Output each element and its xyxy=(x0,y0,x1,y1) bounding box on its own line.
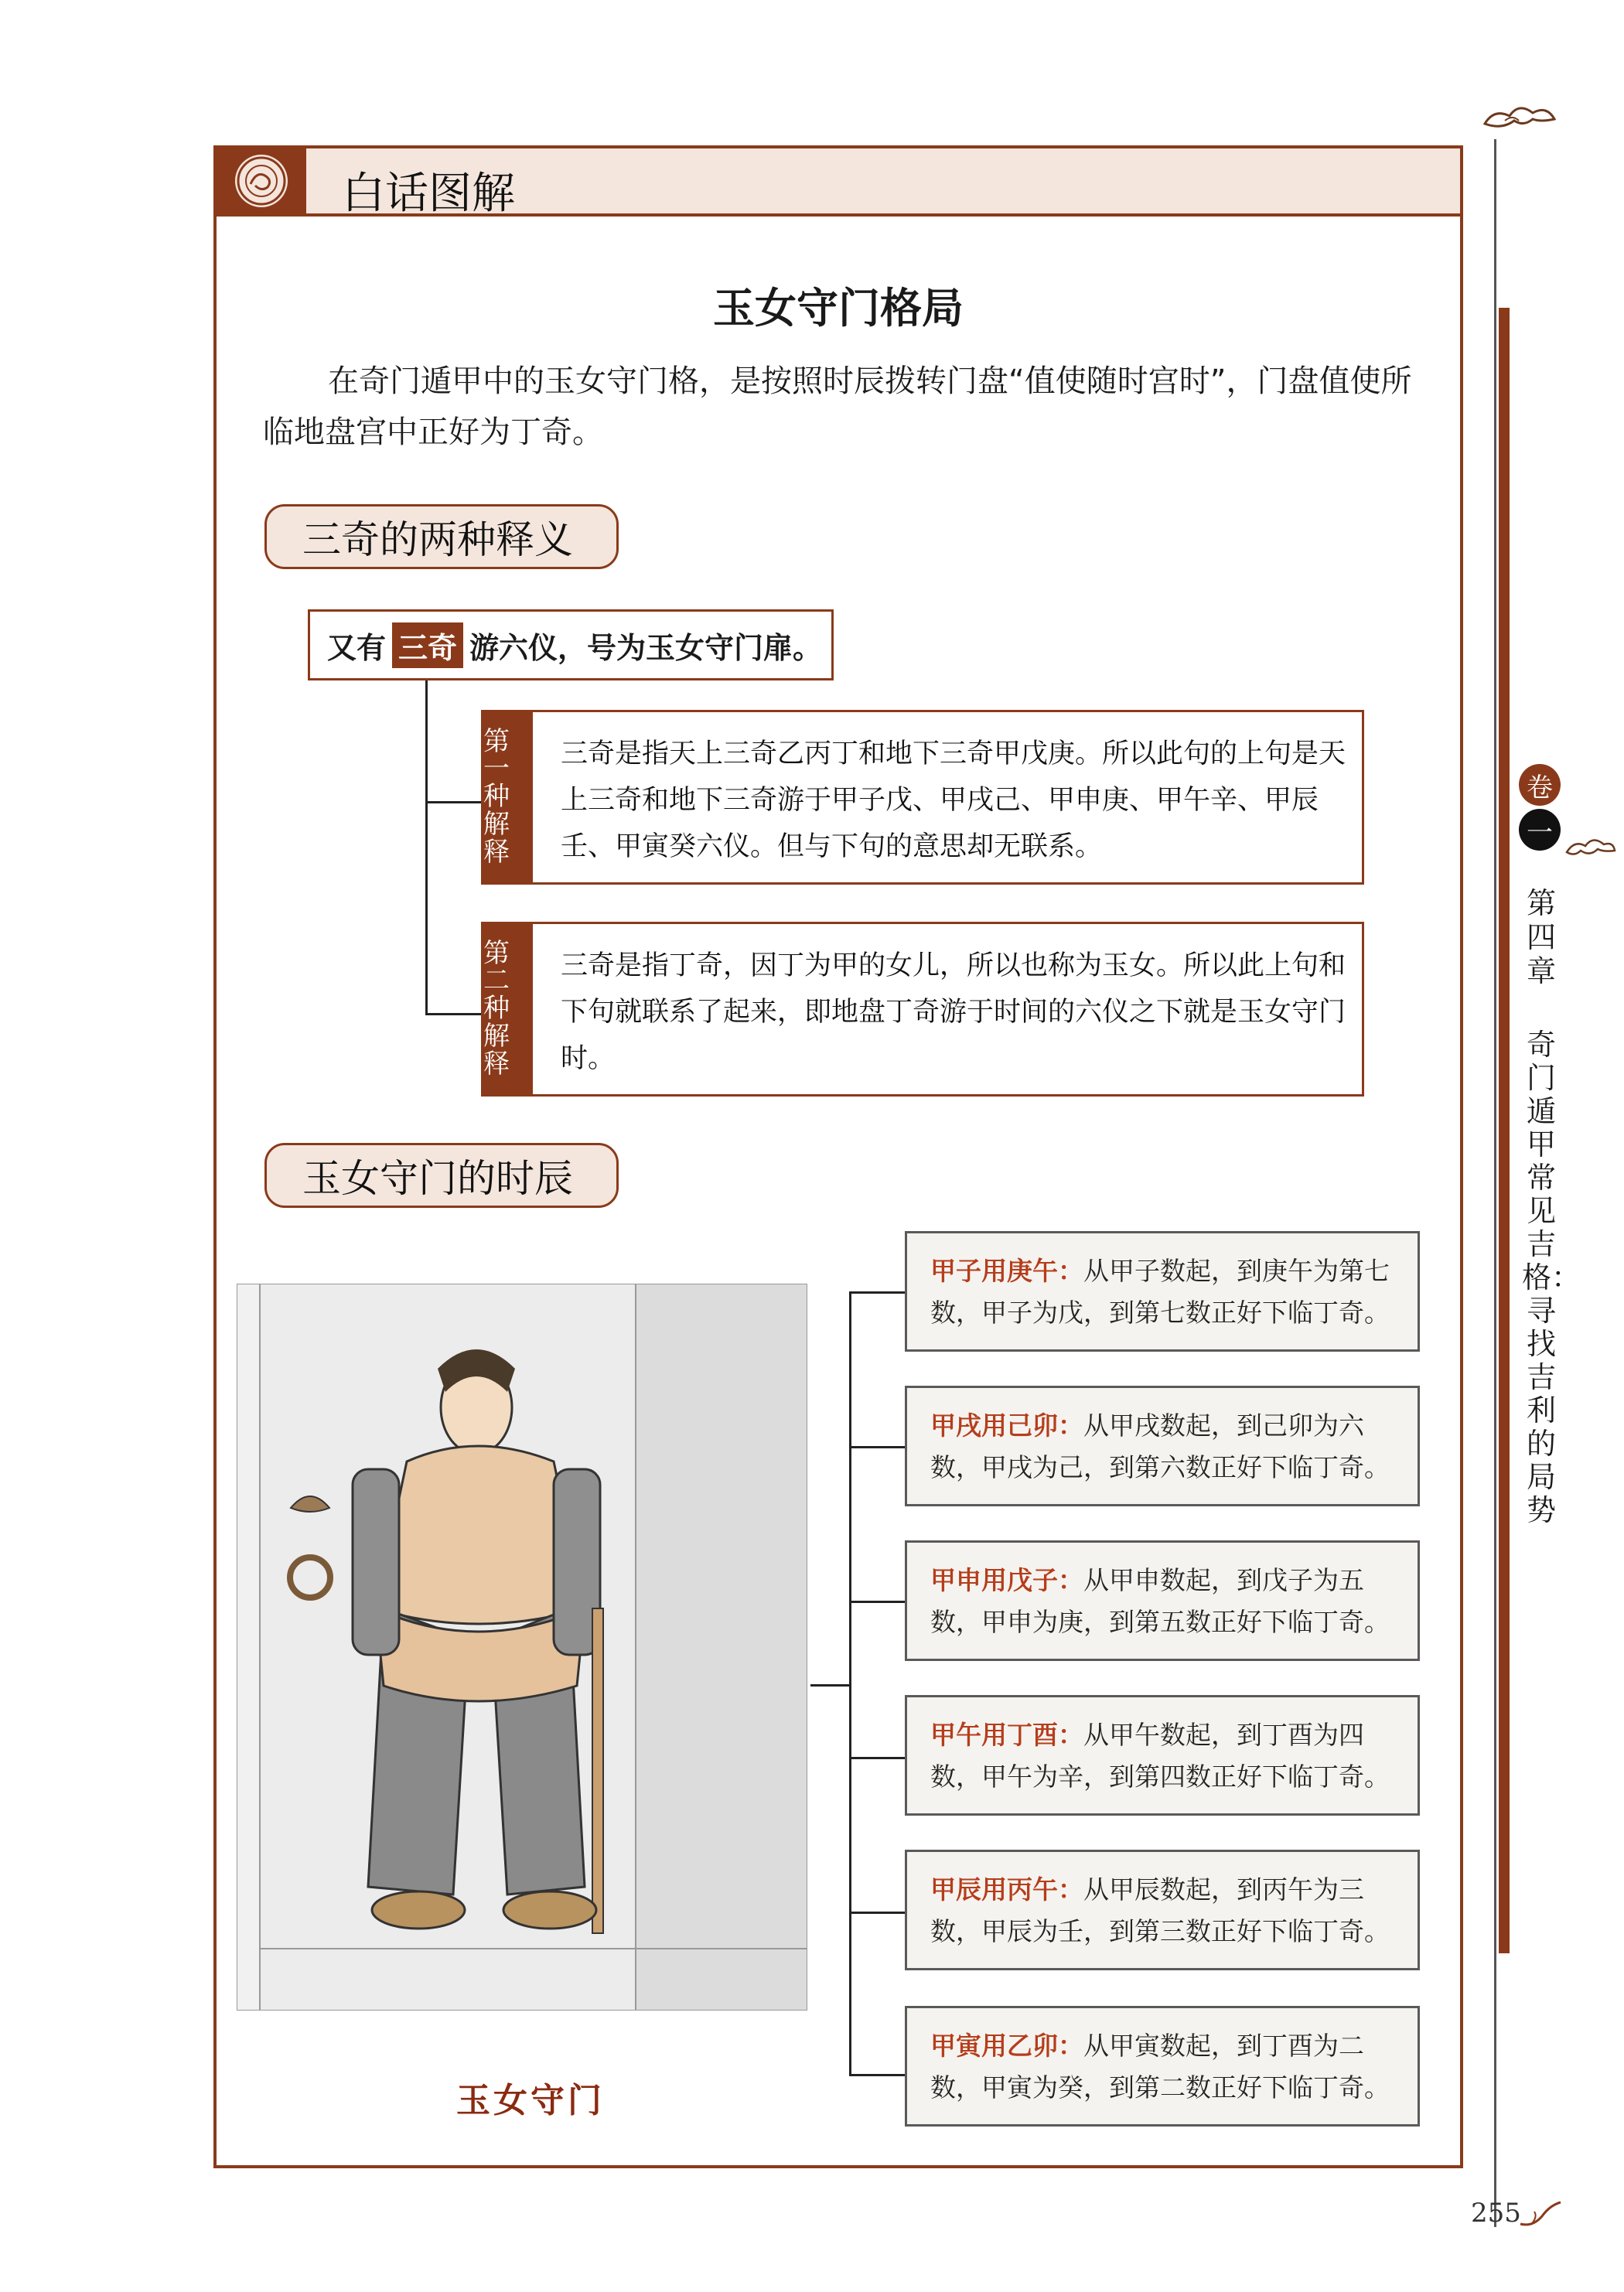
time-desc: 从甲辰数起，到丙午为三数，甲辰为壬，到第三数正好下临丁奇。 xyxy=(930,1874,1390,1946)
time-key: 甲子用庚午： xyxy=(930,1256,1083,1286)
time-key: 甲戌用己卯： xyxy=(930,1410,1083,1441)
bracket-line xyxy=(849,1291,851,2075)
intro-paragraph: 在奇门遁甲中的玉女守门格，是按照时辰拨转门盘“值使随时宫时”，门盘值使所临地盘宫中正好为丁奇。 xyxy=(263,363,1412,450)
section-tag-times xyxy=(264,1143,619,1208)
chapter-label: 第四章 xyxy=(1526,886,1556,988)
header-logo xyxy=(217,148,306,213)
time-key: 甲寅用乙卯： xyxy=(930,2031,1083,2061)
header-title: 白话图解 xyxy=(342,169,515,219)
page-number-swirl-icon xyxy=(1517,2193,1564,2232)
volume-badge: 卷 xyxy=(1519,764,1561,806)
dragon-seal-icon xyxy=(217,148,306,213)
quote-prefix: 又有 xyxy=(327,630,387,665)
section-tag-label: 玉女守门的时辰 xyxy=(302,1156,573,1201)
section-tag-interpretations xyxy=(264,504,619,569)
time-box-1 xyxy=(905,1231,1420,1352)
explanation-box-1 xyxy=(481,710,1364,885)
page-title: 玉女守门格局 xyxy=(713,284,964,333)
explanation-label: 第一种解释 xyxy=(483,712,533,882)
time-box-3 xyxy=(905,1540,1420,1661)
explanation-text: 三奇是指天上三奇乙丙丁和地下三奇甲戊庚。所以此句的上句是天上三奇和地下三奇游于甲子戊、甲戌己、甲申庚、甲午辛、甲辰壬、甲寅癸六仪。但与下句的意思却无联系。 xyxy=(561,738,1346,862)
time-key: 甲申用戊子： xyxy=(930,1565,1083,1595)
cloud-ornament-icon xyxy=(1479,99,1564,138)
quote-suffix: 游六仪，号为玉女守门扉。 xyxy=(469,630,823,665)
volume-badge-number: 一 xyxy=(1519,809,1561,851)
side-band xyxy=(1499,308,1510,1953)
side-cloud-icon xyxy=(1564,834,1618,861)
bracket-line xyxy=(849,1601,905,1603)
time-desc: 从甲申数起，到戊子为五数，甲申为庚，到第五数正好下临丁奇。 xyxy=(930,1565,1390,1637)
quote-box xyxy=(308,609,834,680)
guardian-illustration xyxy=(237,1284,807,2011)
time-box-4 xyxy=(905,1695,1420,1816)
explanation-text: 三奇是指丁奇，因丁为甲的女儿，所以也称为玉女。所以此上句和下句就联系了起来，即地盘丁奇游于时间的六仪之下就是玉女守门时。 xyxy=(561,950,1346,1074)
time-desc: 从甲子数起，到庚午为第七数，甲子为戊，到第七数正好下临丁奇。 xyxy=(930,1256,1390,1328)
time-desc: 从甲戌数起，到己卯为六数，甲戌为己，到第六数正好下临丁奇。 xyxy=(930,1410,1390,1482)
bracket-line xyxy=(849,2074,905,2076)
quote-highlight: 三奇 xyxy=(392,622,463,668)
time-box-5 xyxy=(905,1850,1420,1970)
connector-line xyxy=(425,680,428,1015)
time-box-2 xyxy=(905,1386,1420,1506)
illustration-caption: 玉女守门 xyxy=(456,2081,605,2120)
explanation-box-2 xyxy=(481,922,1364,1097)
bracket-line xyxy=(849,1757,905,1759)
chapter-title: 奇门遁甲常见吉格：寻找吉利的局势 xyxy=(1522,1028,1581,1527)
section-header xyxy=(213,145,1463,217)
explanation-label: 第二种解释 xyxy=(483,924,533,1094)
time-key: 甲午用丁酉： xyxy=(930,1720,1083,1750)
bracket-line xyxy=(849,1446,905,1448)
bracket-line xyxy=(849,1912,905,1914)
bracket-line xyxy=(849,1291,905,1294)
time-box-6 xyxy=(905,2006,1420,2127)
bracket-line xyxy=(810,1684,849,1687)
side-rule xyxy=(1494,139,1496,2227)
connector-line xyxy=(425,801,481,803)
connector-line xyxy=(425,1013,481,1015)
page-number: 255 xyxy=(1471,2198,1521,2229)
time-desc: 从甲午数起，到丁酉为四数，甲午为辛，到第四数正好下临丁奇。 xyxy=(930,1720,1390,1792)
section-tag-label: 三奇的两种释义 xyxy=(302,517,573,562)
time-key: 甲辰用丙午： xyxy=(930,1874,1083,1905)
time-desc: 从甲寅数起，到丁酉为二数，甲寅为癸，到第二数正好下临丁奇。 xyxy=(930,2031,1390,2103)
